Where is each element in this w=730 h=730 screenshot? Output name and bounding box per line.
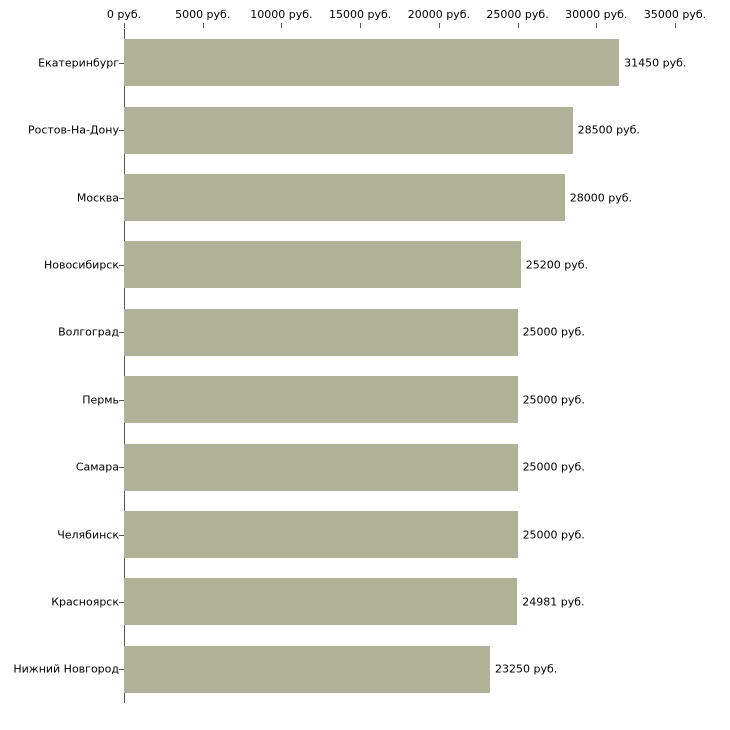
bar-row [124, 107, 675, 154]
bar [124, 241, 521, 288]
x-axis-tick-label: 30000 руб. [565, 8, 628, 21]
category-label: Нижний Новгород [13, 662, 119, 676]
x-axis-tick-label: 0 руб. [106, 8, 142, 21]
category-label: Новосибирск [43, 258, 119, 272]
x-axis-tick-mark [203, 23, 204, 28]
bar-value-label: 25200 руб. [525, 258, 588, 272]
plot-area [124, 29, 687, 703]
x-axis-tick-mark [360, 23, 361, 28]
bar [124, 511, 518, 558]
bar-value-label: 31450 руб. [624, 56, 687, 70]
category-label: Волгоград [58, 325, 119, 339]
bar [124, 309, 518, 356]
x-axis-tick-label: 25000 руб. [486, 8, 549, 21]
bar-value-label: 25000 руб. [522, 325, 585, 339]
category-label: Челябинск [57, 528, 119, 541]
bar-row [124, 511, 675, 558]
bar-row [124, 646, 675, 693]
bar-value-label: 23250 руб. [495, 662, 558, 676]
x-axis-tick-label: 15000 руб. [329, 8, 392, 21]
x-axis-tick-mark [596, 23, 597, 28]
category-tick-mark [119, 332, 124, 333]
bar [124, 174, 565, 221]
category-label: Москва [76, 191, 119, 204]
bar [124, 578, 517, 625]
bar [124, 444, 518, 491]
bar [124, 107, 573, 154]
bar [124, 646, 490, 693]
bar-row [124, 39, 687, 86]
bar-value-label: 25000 руб. [522, 460, 585, 474]
category-tick-mark [119, 265, 124, 266]
bar [124, 39, 619, 86]
bar-row [124, 174, 675, 221]
x-axis-tick-label: 5000 руб. [175, 8, 231, 21]
category-label: Екатеринбург [38, 56, 119, 70]
category-tick-mark [119, 63, 124, 64]
category-tick-mark [119, 669, 124, 670]
x-axis-tick-mark [281, 23, 282, 28]
x-axis-tick-mark [124, 23, 125, 28]
bar [124, 376, 518, 423]
x-axis-tick-mark [675, 23, 676, 28]
bar-value-label: 25000 руб. [522, 393, 585, 407]
category-tick-mark [119, 467, 124, 468]
x-axis-tick-mark [439, 23, 440, 28]
bar-value-label: 25000 руб. [522, 528, 585, 541]
category-label: Ростов-На-Дону [27, 123, 119, 137]
bar-value-label: 24981 руб. [522, 595, 585, 609]
bar-row [124, 444, 675, 491]
x-axis-tick-label: 35000 руб. [643, 8, 707, 21]
category-label: Самара [75, 460, 119, 474]
category-tick-mark [119, 535, 124, 536]
x-axis-tick-label: 10000 руб. [250, 8, 313, 21]
bar-row [124, 309, 675, 356]
category-tick-mark [119, 198, 124, 199]
category-tick-mark [119, 400, 124, 401]
bar-value-label: 28500 руб. [577, 123, 640, 137]
x-axis-tick-label: 20000 руб. [407, 8, 470, 21]
category-tick-mark [119, 130, 124, 131]
bar-row [124, 376, 675, 423]
x-axis-tick-mark [518, 23, 519, 28]
bar-row [124, 241, 675, 288]
category-label: Пермь [82, 393, 119, 407]
bar-value-label: 28000 руб. [569, 191, 633, 204]
category-tick-mark [119, 602, 124, 603]
bar-row [124, 578, 675, 625]
category-label: Красноярск [51, 595, 119, 609]
